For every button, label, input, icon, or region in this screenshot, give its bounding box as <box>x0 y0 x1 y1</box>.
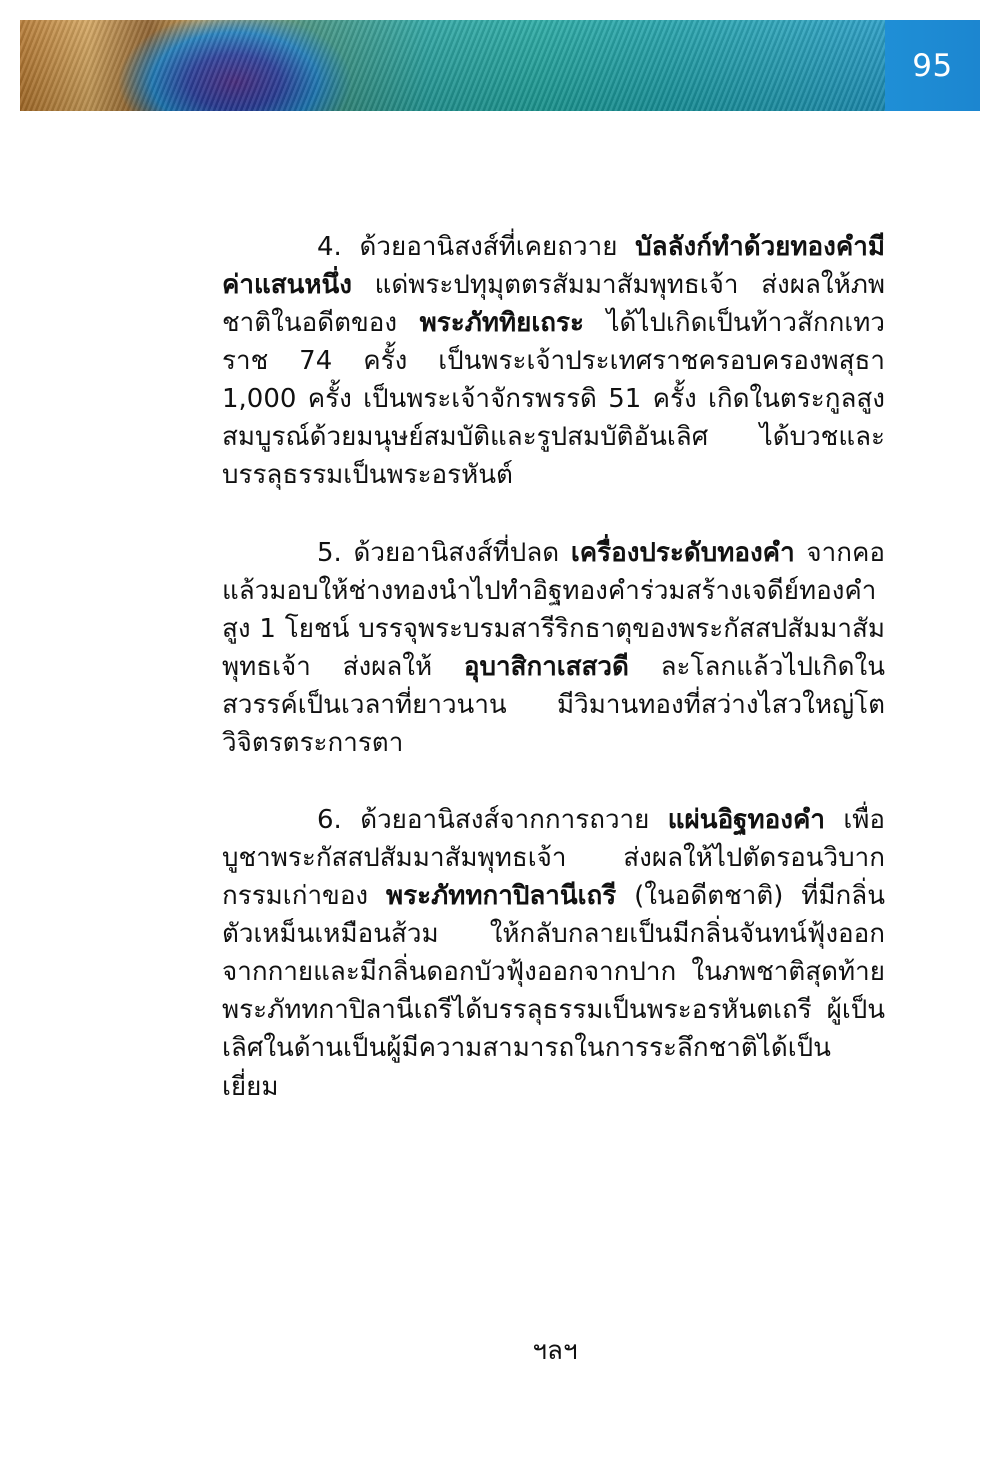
paragraph-5 <box>222 534 885 762</box>
paragraph-4-text-1: แด่พระปทุมุตตรสัมมาสัมพุทธเจ้า ส่งผลให้ภพชาติในอดีตของ <box>222 270 885 339</box>
banner-overlay <box>20 20 885 111</box>
header-banner <box>20 20 980 111</box>
paragraph-5-text-1: จากคอ แล้วมอบให้ช่างทองนำไปทำอิฐทองคำร่วมสร้างเจดีย์ทองคำสูง 1 โยชน์ บรรจุพระบรมสารีริกธาตุของพระกัสสปสัมมาสัมพุทธเจ้า ส่งผลให้ <box>222 537 885 682</box>
paragraph-4-bold-2: พระภัททิยเถระ <box>419 308 584 339</box>
paragraph-5-intro: 5. ด้วยอานิสงส์ที่ปลด <box>317 537 571 568</box>
page-content <box>222 228 885 1106</box>
paragraph-6-text-1: เพื่อบูชาพระกัสสปสัมมาสัมพุทธเจ้า ส่งผลให้ไปตัดรอนวิบากกรรมเก่าของ <box>222 805 885 912</box>
paragraph-4-text-2: ได้ไปเกิดเป็นท้าวสักกเทวราช 74 ครั้ง เป็นพระเจ้าประเทศราชครอบครองพสุธา 1,000 ครั้ง เป็นพระเจ้าจักรพรรดิ 51 ครั้ง เกิดในตระกูลสูง สมบูรณ์ด้วยมนุษย์สมบัติและรูปสมบัติอันเลิศ ได้บวชและบรรลุธรรมเป็นพระอรหันต์ <box>222 308 885 491</box>
paragraph-4 <box>222 228 885 495</box>
paragraph-4-bold-1: บัลลังก์ทำด้วยทองคำมีค่าแสนหนึ่ง <box>222 232 885 301</box>
paragraph-6-bold-1: แผ่นอิฐทองคำ <box>667 805 825 836</box>
paragraph-6 <box>222 801 885 1106</box>
paragraph-6-intro: 6. ด้วยอานิสงส์จากการถวาย <box>317 805 668 836</box>
paragraph-6-bold-2: พระภัททกาปิลานีเถรี <box>386 881 617 912</box>
paragraph-6-text-2: (ในอดีตชาติ) ที่มีกลิ่นตัวเหม็นเหมือนส้วม ให้กลับกลายเป็นมีกลิ่นจันทน์ฟุ้งออกจากกายและมีกลิ่นดอกบัวฟุ้งออกจากปาก ในภพชาติสุดท้ายพระภัททกาปิลานีเถรีได้บรรลุธรรมเป็นพระอรหันตเถรี ผู้เป็นเลิศในด้านเป็นผู้มีความสามารถในการระลึกชาติได้เป็นเยี่ยม <box>222 881 886 1102</box>
paragraph-5-bold-1: เครื่องประดับทองคำ <box>570 537 795 568</box>
page-number-box <box>885 20 980 111</box>
paragraph-4-intro: 4. ด้วยอานิสงส์ที่เคยถวาย <box>317 232 636 262</box>
paragraph-5-text-2: ละโลกแล้วไปเกิดในสวรรค์เป็นเวลาที่ยาวนาน มีวิมานทองที่สว่างไสวใหญ่โตวิจิตรตระการตา <box>222 651 886 758</box>
ending-mark: ฯลฯ <box>532 1336 578 1366</box>
paragraph-5-bold-2: อุบาสิกาเสสวดี <box>463 651 629 682</box>
page-number: 95 <box>912 47 953 84</box>
